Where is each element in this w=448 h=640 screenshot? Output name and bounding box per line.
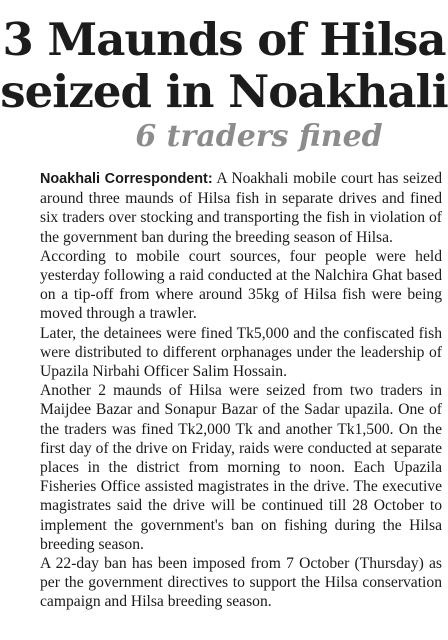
paragraph-1	[40, 169, 442, 247]
article-body	[40, 169, 442, 612]
subheadline: 6 traders fined	[135, 119, 383, 154]
paragraph-5: A 22-day ban has been imposed from 7 October (Thursday) as per the government directives to support the Hilsa conservation campaign and Hilsa breeding season.	[40, 555, 442, 611]
paragraph-3: Later, the detainees were fined Tk5,000 and the confiscated fish were distributed to different orphanages under the leadership of Upazila Nirbahi Officer Salim Hossain.	[40, 324, 442, 381]
paragraph-2: According to mobile court sources, four people were held yesterday following a raid conducted at the Nalchira Ghat based on a tip-off from where around 35kg of Hilsa fish were being moved through a trawler.	[40, 247, 442, 323]
paragraph-4: Another 2 maunds of Hilsa were seized from two traders in Maijdee Bazar and Sonapur Bazar of the Sadar upazila. One of the traders was fined Tk2,000 Tk and another Tk1,500. On the first day of the drive on Friday, raids were conducted at separate places in the district from morning to noon. Each Upazila Fisheries Office assisted magistrates in the drive. The executive magistrates said the drive will be continued till 28 October to implement the government's ban on fishing during the Hilsa breeding season.	[40, 382, 442, 553]
headline-line-1: 3 Maunds of Hilsa	[2, 13, 446, 66]
paragraph-1-text: A Noakhali mobile court has seized around three maunds of Hilsa fish in separate drives and fined six traders over stocking and transporting the fish in violation of the government ban during the breeding season of Hilsa.	[40, 170, 442, 246]
byline: Noakhali Correspondent:	[40, 171, 213, 187]
headline-line-2: seized in Noakhali	[0, 65, 448, 118]
